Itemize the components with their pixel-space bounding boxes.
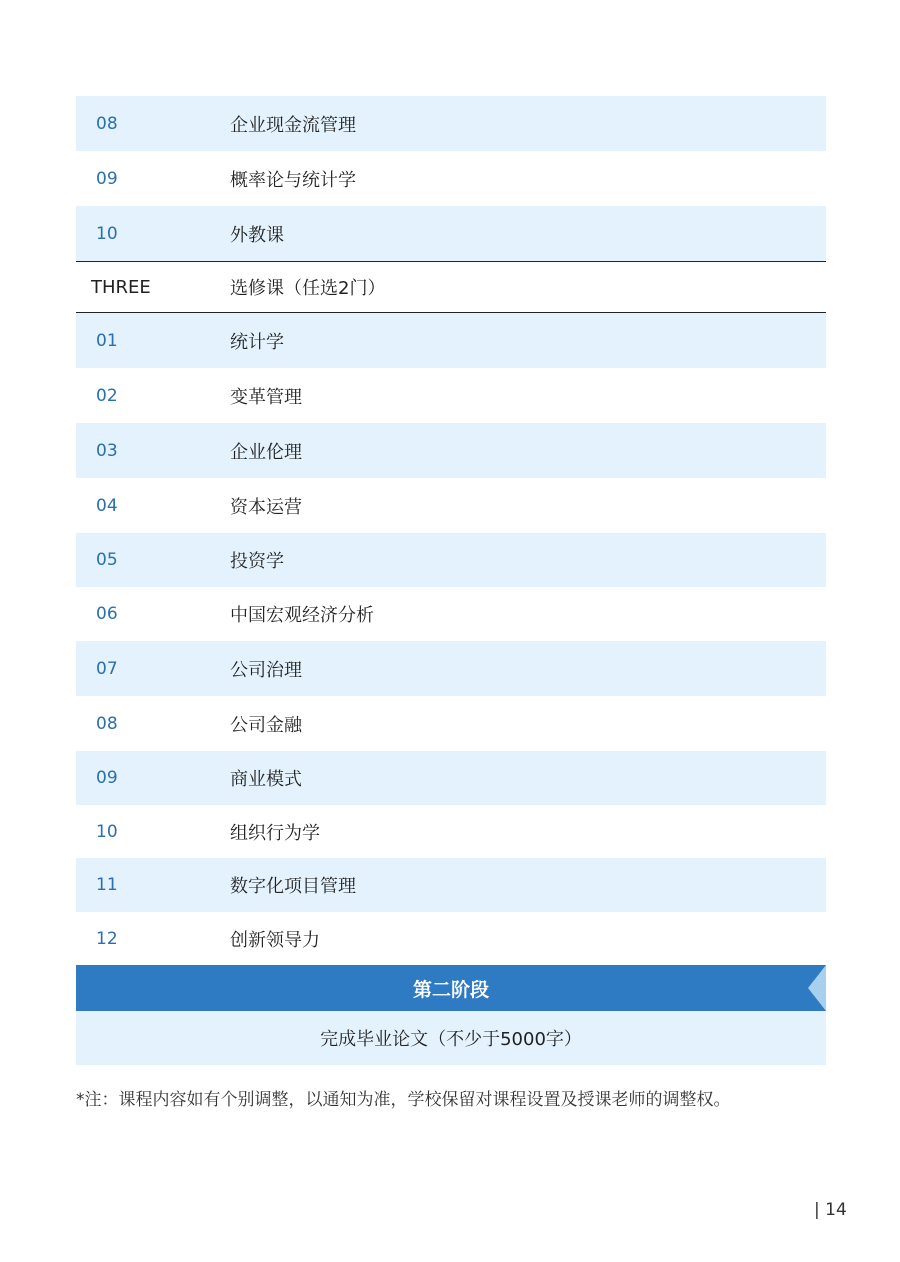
course-number: 07 [96, 658, 118, 679]
course-name: 企业伦理 [230, 441, 302, 463]
table-row [76, 313, 826, 368]
table-row [76, 641, 826, 696]
table-row [76, 805, 826, 858]
course-number: 10 [96, 821, 118, 842]
course-name: 统计学 [230, 331, 284, 353]
course-number: 05 [96, 550, 118, 570]
stage-notch-decoration [808, 965, 826, 1011]
course-name: 外教课 [230, 224, 284, 246]
course-name: 投资学 [230, 551, 284, 572]
course-number: 12 [96, 928, 118, 949]
course-number: 09 [96, 168, 118, 189]
course-name: 商业模式 [230, 769, 302, 790]
table-row [76, 858, 826, 912]
course-number: 09 [96, 768, 118, 788]
table-row [76, 368, 826, 423]
table-row [76, 912, 826, 965]
course-number: 08 [96, 113, 118, 134]
course-number: 03 [96, 440, 118, 461]
section-label: THREE [91, 276, 151, 298]
course-name: 概率论与统计学 [230, 169, 356, 191]
stage-content [76, 1011, 826, 1065]
course-name: 资本运营 [230, 496, 302, 518]
course-number: 11 [96, 875, 118, 895]
course-table [76, 96, 826, 1065]
table-row [76, 96, 826, 151]
course-number: 08 [96, 713, 118, 734]
table-row [76, 751, 826, 805]
course-number: 06 [96, 604, 118, 624]
stage-header [76, 965, 826, 1011]
table-row [76, 533, 826, 587]
page-number: | 14 [814, 1200, 847, 1220]
course-name: 数字化项目管理 [230, 876, 356, 897]
table-row [76, 151, 826, 206]
course-name: 公司金融 [230, 714, 302, 736]
course-name: 组织行为学 [230, 822, 320, 844]
table-row [76, 206, 826, 261]
course-number: 01 [96, 330, 118, 351]
course-name: 企业现金流管理 [230, 114, 356, 136]
course-number: 04 [96, 495, 118, 516]
section-header-row [76, 261, 826, 313]
table-row [76, 587, 826, 641]
course-number: 10 [96, 223, 118, 244]
table-row [76, 423, 826, 478]
footnote: *注：课程内容如有个别调整，以通知为准，学校保留对课程设置及授课老师的调整权。 [76, 1090, 731, 1110]
course-name: 变革管理 [230, 386, 302, 408]
section-title: 选修课（任选2门） [230, 278, 386, 299]
course-name: 公司治理 [230, 659, 302, 681]
course-name: 中国宏观经济分析 [230, 605, 374, 626]
table-row [76, 478, 826, 533]
course-number: 02 [96, 385, 118, 406]
course-name: 创新领导力 [230, 929, 320, 951]
table-row [76, 696, 826, 751]
stage-title: 第二阶段 [412, 978, 489, 1001]
stage-content-text: 完成毕业论文（不少于5000字） [320, 1029, 582, 1050]
